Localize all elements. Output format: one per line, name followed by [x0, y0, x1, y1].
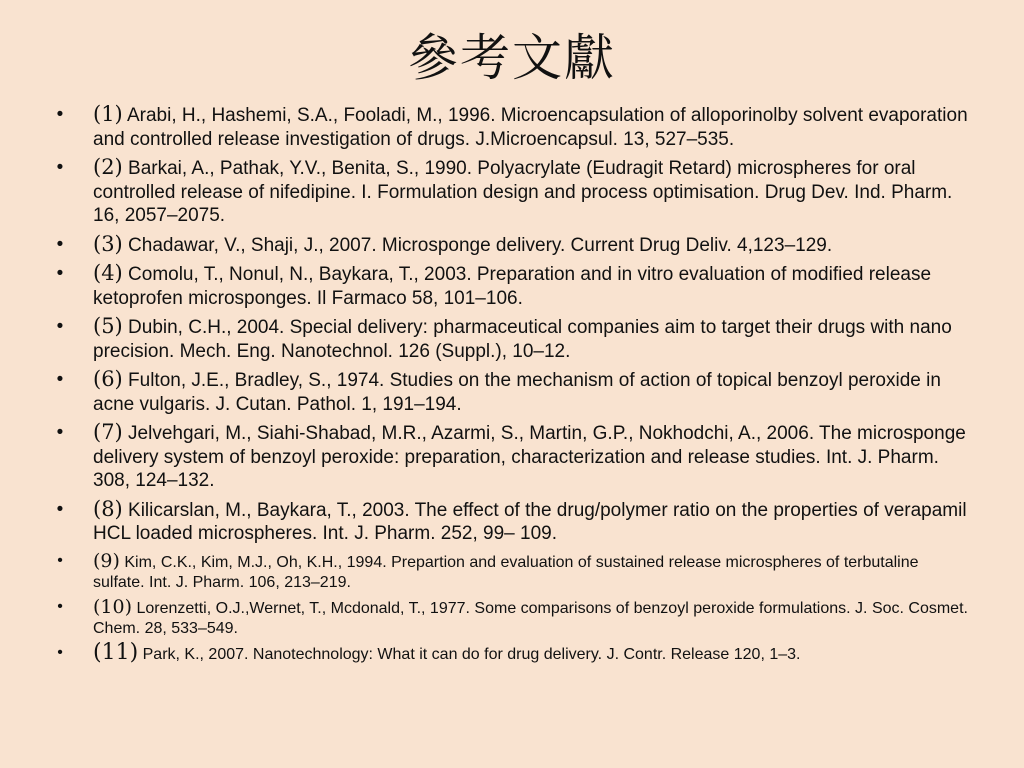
- bullet-icon: •: [56, 104, 64, 125]
- reference-text: Park, K., 2007. Nanotechnology: What it can do for drug delivery. J. Contr. Release 120, 1–3.: [138, 645, 801, 663]
- bullet-icon: •: [57, 643, 63, 661]
- reference-list: [52, 103, 972, 669]
- bullet-icon: •: [56, 316, 64, 337]
- reference-text: Jelvehgari, M., Siahi-Shabad, M.R., Azarmi, S., Martin, G.P., Nokhodchi, A., 2006. The microsponge delivery system of benzoyl peroxide: preparation, characterization and release studies. Int. J. Pharm. 308, 124–132.: [93, 423, 966, 491]
- reference-item: [52, 262, 972, 310]
- bullet-icon: •: [56, 422, 64, 443]
- reference-number: (11): [93, 639, 139, 665]
- slide-title: 參考文獻: [408, 29, 616, 87]
- reference-text: Comolu, T., Nonul, N., Baykara, T., 2003. Preparation and in vitro evaluation of modified release ketoprofen microsponges. Il Farmaco 58, 101–106.: [93, 264, 932, 309]
- bullet-icon: •: [56, 498, 64, 520]
- reference-number: (2): [93, 155, 123, 179]
- reference-number: (4): [93, 261, 123, 285]
- reference-number: (6): [93, 367, 123, 391]
- bullet-icon: •: [57, 551, 63, 569]
- reference-number: (9): [93, 549, 120, 572]
- reference-text: Fulton, J.E., Bradley, S., 1974. Studies on the mechanism of action of topical benzoyl peroxide in acne vulgaris. J. Cutan. Pathol. 1, 191–194.: [93, 370, 941, 415]
- bullet-icon: •: [56, 263, 64, 284]
- bullet-icon: •: [56, 157, 64, 178]
- reference-text: Kim, C.K., Kim, M.J., Oh, K.H., 1994. Prepartion and evaluation of sustained release microspheres of terbutaline sulfate. Int. J. Pharm. 106, 213–219.: [93, 553, 919, 591]
- reference-number: (8): [93, 496, 123, 521]
- reference-number: (1): [93, 102, 123, 126]
- reference-number: (5): [93, 314, 123, 338]
- reference-item: [52, 233, 972, 258]
- reference-item: [52, 103, 972, 151]
- reference-item: [52, 498, 972, 546]
- reference-text: Dubin, C.H., 2004. Special delivery: pharmaceutical companies aim to target their drugs with nano precision. Mech. Eng. Nanotechnol. 126 (Suppl.), 10–12.: [93, 317, 952, 362]
- bullet-icon: •: [57, 597, 63, 615]
- reference-item: [52, 639, 972, 665]
- reference-text: Kilicarslan, M., Baykara, T., 2003. The effect of the drug/polymer ratio on the properties of verapamil HCL loaded microspheres. Int. J. Pharm. 252, 99– 109.: [93, 499, 967, 544]
- reference-text: Chadawar, V., Shaji, J., 2007. Microsponge delivery. Current Drug Deliv. 4,123–129.: [122, 234, 833, 256]
- reference-item: [52, 551, 972, 593]
- reference-item: [52, 368, 972, 416]
- bullet-icon: •: [56, 233, 64, 255]
- reference-text: Arabi, H., Hashemi, S.A., Fooladi, M., 1996. Microencapsulation of alloporinolby solvent evaporation and controlled release investigation of drugs. J.Microencapsul. 13, 527–535.: [93, 105, 968, 150]
- reference-item: [52, 315, 972, 363]
- reference-number: (10): [93, 595, 133, 618]
- reference-text: Barkai, A., Pathak, Y.V., Benita, S., 1990. Polyacrylate (Eudragit Retard) microspheres for oral controlled release of nifedipine. I. Formulation design and process optimisation. Drug Dev. Ind. Pharm. 16, 2057–2075.: [93, 158, 953, 226]
- reference-number: (7): [93, 420, 123, 444]
- bullet-icon: •: [56, 369, 64, 390]
- reference-text: Lorenzetti, O.J.,Wernet, T., Mcdonald, T., 1977. Some comparisons of benzoyl peroxide formulations. J. Soc. Cosmet. Chem. 28, 533–549.: [93, 599, 968, 637]
- reference-number: (3): [93, 231, 123, 256]
- reference-item: [52, 421, 972, 493]
- reference-item: [52, 156, 972, 228]
- reference-item: [52, 597, 972, 639]
